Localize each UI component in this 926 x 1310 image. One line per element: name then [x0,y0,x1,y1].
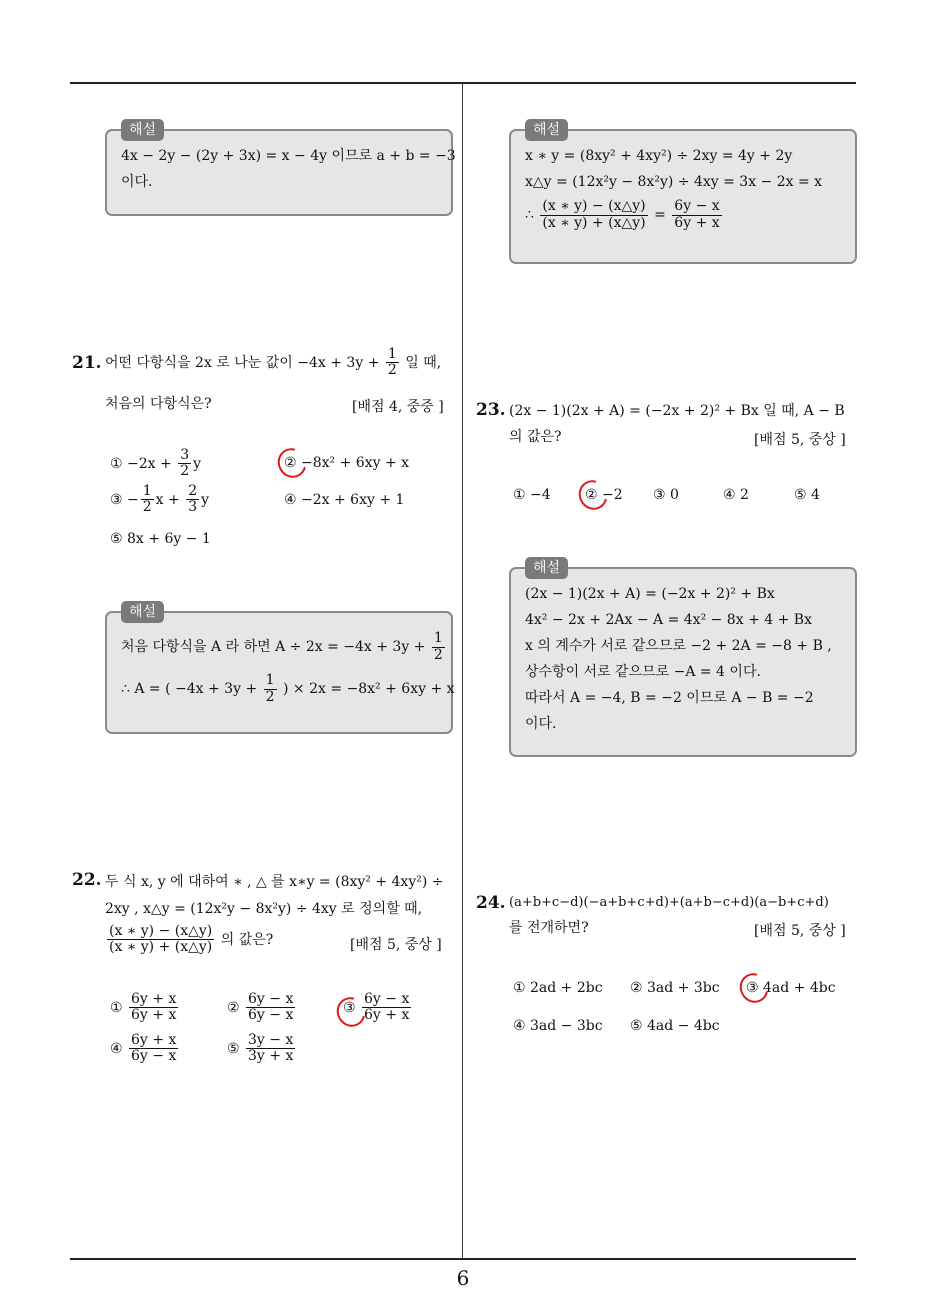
answer-circle-21 [272,443,311,483]
option-23-4[interactable] [723,487,749,503]
option-22-5[interactable] [227,1033,297,1065]
solution-line [525,195,841,235]
solution-text: ∴ A = ( −4x + 3y + [121,681,258,697]
solution-text: 처음 다항식을 A 라 하면 A ÷ 2x = −4x + 3y + [121,639,426,655]
option-marker: ④ [110,1040,123,1057]
option-marker: ② [284,455,297,471]
fraction-numerator: 6y + x [131,1032,177,1048]
solution-line: x 의 계수가 서로 같으므로 −2 + 2A = −8 + B , [525,638,832,654]
solution-line: 상수항이 서로 같으므로 −A = 4 이다. [525,664,761,680]
answer-circle-24 [734,968,773,1008]
solution-tag: 해설 [121,601,164,623]
option-text: 3ad − 3bc [530,1018,603,1034]
option-text: y [201,491,210,508]
option-marker: ⑤ [227,1040,240,1057]
option-text: 3ad + 3bc [647,980,720,996]
fraction-numerator: 6y − x [674,198,720,215]
option-text: −2x + 6xy + 1 [301,492,405,508]
solution-box-21 [105,604,455,734]
option-text: 4ad − 4bc [647,1018,720,1034]
fraction-denominator: 6y + x [674,214,720,231]
fraction-denominator: 6y − x [131,1048,177,1065]
option-text: y [193,455,202,472]
fraction [186,484,199,516]
option-marker: ① [110,455,123,472]
fraction [178,448,191,480]
question-number-24: 24. [476,893,506,913]
option-marker: ② [227,999,240,1016]
question-text-23: (2x − 1)(2x + A) = (−2x + 2)² + Bx 일 때, A − B [509,403,845,419]
fraction-numerator: 6y + x [131,991,177,1007]
question-text-24-line2: 를 전개하면? [509,920,589,936]
fraction [129,1033,178,1065]
question-text-24: (a+b+c−d)(−a+b+c+d)+(a+b−c+d)(a−b+c+d) [509,895,829,910]
option-marker: ③ [746,980,759,996]
fraction-numerator: 3 [180,447,190,463]
page-number: 6 [456,1266,470,1290]
fraction-denominator: 2 [180,463,190,480]
question-text-part: 일 때, [405,354,442,371]
option-22-2[interactable] [227,992,297,1024]
option-marker: ③ [110,491,123,508]
option-text: − [127,491,139,508]
solution-line: 4x − 2y − (2y + 3x) = x − 4y 이므로 a + b = −3 [121,148,456,164]
solution-line: 이다. [121,174,153,190]
option-21-4[interactable] [284,492,404,508]
question-number-21: 21. [72,353,102,373]
fraction-numerator: 2 [188,483,198,499]
solution-text: = [654,207,666,223]
option-text: 4ad + 4bc [763,980,836,996]
solution-line [121,667,455,711]
fraction-numerator: (x ∗ y) − (x△y) [109,923,213,939]
option-marker: ③ [343,999,356,1016]
option-marker: ① [513,980,526,996]
fraction-numerator: 1 [387,346,397,362]
question-text-21-line2: 처음의 다항식은? [105,396,212,412]
option-marker: ④ [723,487,736,503]
option-text: 0 [670,487,679,503]
option-text: −2x + [127,455,172,472]
solution-line [121,627,443,667]
option-text: −4 [530,487,551,503]
fraction-numerator: 1 [265,672,275,689]
option-23-1[interactable] [513,487,551,503]
fraction [264,673,277,705]
option-text: 2ad + 2bc [530,980,603,996]
fraction-numerator: 1 [433,630,443,647]
question-text-23-line2: 의 값은? [509,429,562,445]
fraction [432,631,445,663]
option-24-2[interactable] [630,980,720,996]
fraction-numerator: 6y − x [364,991,410,1007]
option-marker: ⑤ [794,487,807,503]
option-23-5[interactable] [794,487,820,503]
question-text-22: 두 식 x, y 에 대하여 ∗ , △ 를 x∗y = (8xy² + 4xy²) ÷ [105,874,444,890]
option-22-1[interactable] [110,992,180,1024]
option-24-5[interactable] [630,1018,720,1034]
fraction-denominator: (x ∗ y) + (x△y) [109,939,213,956]
solution-tag: 해설 [525,119,568,141]
question-text-22-line2: 2xy , x△y = (12x²y − 8x²y) ÷ 4xy 로 정의할 때, [105,901,423,917]
fraction-denominator: (x ∗ y) + (x△y) [542,214,646,231]
fraction-denominator: 3y + x [248,1048,294,1065]
solution-tag: 해설 [525,557,568,579]
question-number-23: 23. [476,400,506,420]
fraction [672,199,721,231]
score-meta-21: [배점 4, 중중 ] [352,399,444,415]
fraction-numerator: 6y − x [248,991,294,1007]
option-marker: ② [630,980,643,996]
solution-text: ∴ [525,207,534,223]
solution-line: 따라서 A = −4, B = −2 이므로 A − B = −2 [525,690,814,706]
option-21-1[interactable] [110,448,201,480]
score-meta-22: [배점 5, 중상 ] [350,937,442,953]
bottom-rule [70,1258,856,1260]
fraction-numerator: 1 [142,483,152,499]
option-text: 4 [811,487,820,503]
option-21-3[interactable] [110,484,209,516]
option-marker: ⑤ [110,531,123,547]
fraction-denominator: 6y − x [248,1007,294,1024]
option-text: 2 [740,487,749,503]
solution-line: (2x − 1)(2x + A) = (−2x + 2)² + Bx [525,586,775,602]
fraction [141,484,154,516]
question-text-22-line3 [105,924,273,956]
option-marker: ④ [513,1018,526,1034]
option-text: −2 [602,487,623,503]
question-text-part: 어떤 다항식을 2x 로 나눈 값이 −4x + 3y + [105,354,380,371]
answer-circle-23 [573,475,612,515]
fraction-denominator: 3 [188,499,198,516]
solution-line: x△y = (12x²y − 8x²y) ÷ 4xy = 3x − 2x = x [525,174,823,190]
option-text: x + [155,491,180,508]
option-22-4[interactable] [110,1033,180,1065]
solution-line: 이다. [525,716,557,732]
score-meta-24: [배점 5, 중상 ] [754,923,846,939]
fraction-denominator: 6y + x [131,1007,177,1024]
solution-line: x ∗ y = (8xy² + 4xy²) ÷ 2xy = 4y + 2y [525,148,793,164]
question-text-21 [105,347,455,379]
fraction [246,1033,295,1065]
score-meta-23: [배점 5, 중상 ] [754,432,846,448]
question-number-22: 22. [72,870,102,890]
fraction-numerator: (x ∗ y) − (x△y) [542,198,646,215]
option-marker: ① [110,999,123,1016]
option-text: 8x + 6y − 1 [127,531,211,547]
option-text: −8x² + 6xy + x [301,455,410,471]
solution-line: 4x² − 2x + 2Ax − A = 4x² − 8x + 4 + Bx [525,612,812,628]
fraction-denominator: 2 [265,688,275,705]
fraction [386,347,399,379]
fraction [246,992,295,1024]
option-marker: ⑤ [630,1018,643,1034]
solution-box-23 [509,560,857,757]
option-21-5[interactable] [110,531,211,547]
top-rule [70,82,856,84]
fraction-denominator: 2 [142,499,152,516]
solution-tag: 해설 [121,119,164,141]
fraction [540,199,647,231]
fraction-denominator: 2 [387,362,397,379]
column-divider [462,83,463,1259]
fraction-denominator: 6y + x [364,1007,410,1024]
fraction [362,992,411,1024]
option-24-1[interactable] [513,980,603,996]
fraction [107,924,214,956]
option-23-3[interactable] [653,487,679,503]
solution-text: ) × 2x = −8x² + 6xy + x [283,681,455,697]
solution-box-20 [105,122,456,216]
option-marker: ④ [284,492,297,508]
fraction [129,992,178,1024]
question-text-part: 의 값은? [220,931,274,948]
option-marker: ① [513,487,526,503]
option-marker: ③ [653,487,666,503]
option-24-4[interactable] [513,1018,603,1034]
fraction-numerator: 3y − x [248,1032,294,1048]
solution-box-22 [509,122,857,264]
fraction-denominator: 2 [433,646,443,663]
option-marker: ② [585,487,598,503]
